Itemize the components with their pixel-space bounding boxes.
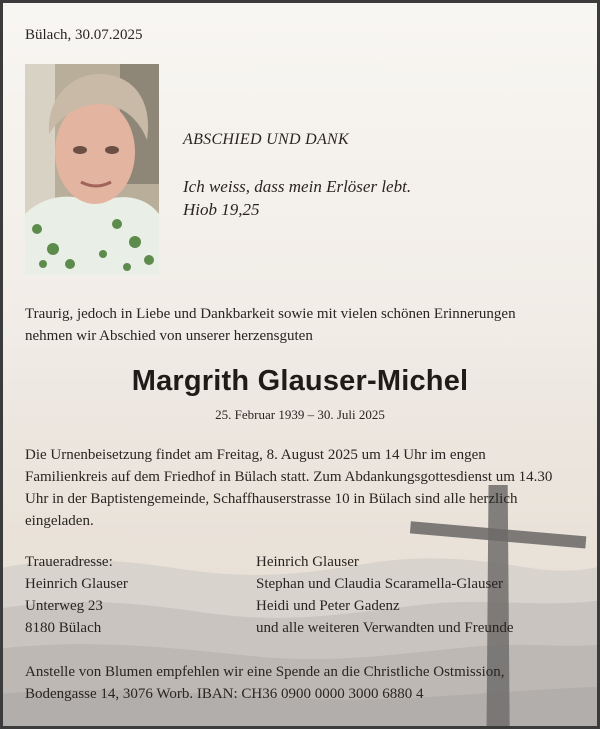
mourner: Heidi und Peter Gadenz xyxy=(256,598,400,614)
address-line: Heinrich Glauser xyxy=(25,576,128,592)
ceremony-line: eingeladen. xyxy=(25,513,94,529)
mourner: Stephan und Claudia Scaramella-Glauser xyxy=(256,576,504,592)
portrait-photo xyxy=(25,64,159,275)
address-line: 8180 Bülach xyxy=(25,620,102,636)
mourner: und alle weiteren Verwandten und Freunde xyxy=(256,620,514,636)
verse-line: Ich weiss, dass mein Erlöser lebt. xyxy=(183,177,412,196)
donation-note xyxy=(25,661,505,705)
deceased-name: Margrith Glauser-Michel xyxy=(131,365,469,397)
donation-line: Anstelle von Blumen empfehlen wir eine Spende an die Christliche Ostmission, xyxy=(25,664,505,680)
donation-line: Bodengasse 14, 3076 Worb. IBAN: CH36 0900 0000 3000 6880 4 xyxy=(25,686,424,702)
intro-text xyxy=(25,303,516,347)
ceremony-line: Uhr in der Baptistengemeinde, Schaffhauserstrasse 10 in Bülach sind alle herzlich xyxy=(25,491,518,507)
mourners-list xyxy=(256,551,514,639)
address-label: Traueradresse: xyxy=(25,554,113,570)
ceremony-text xyxy=(25,444,552,532)
bible-verse xyxy=(183,175,411,221)
mourner: Heinrich Glauser xyxy=(256,554,359,570)
mourning-address xyxy=(25,551,128,639)
ceremony-line: Familienkreis auf dem Friedhof in Bülach statt. Zum Abdankungsgottesdienst um 14.30 xyxy=(25,469,553,485)
intro-line: Traurig, jedoch in Liebe und Dankbarkeit sowie mit vielen schönen Erinnerungen xyxy=(25,306,516,322)
life-dates: 25. Februar 1939 – 30. Juli 2025 xyxy=(215,407,385,422)
intro-line: nehmen wir Abschied von unserer herzensguten xyxy=(25,328,313,344)
verse-reference: Hiob 19,25 xyxy=(183,200,260,219)
place-date: Bülach, 30.07.2025 xyxy=(25,27,143,43)
ceremony-line: Die Urnenbeisetzung findet am Freitag, 8. August 2025 um 14 Uhr im engen xyxy=(25,447,486,463)
headline: ABSCHIED UND DANK xyxy=(183,131,349,148)
address-line: Unterweg 23 xyxy=(25,598,103,614)
